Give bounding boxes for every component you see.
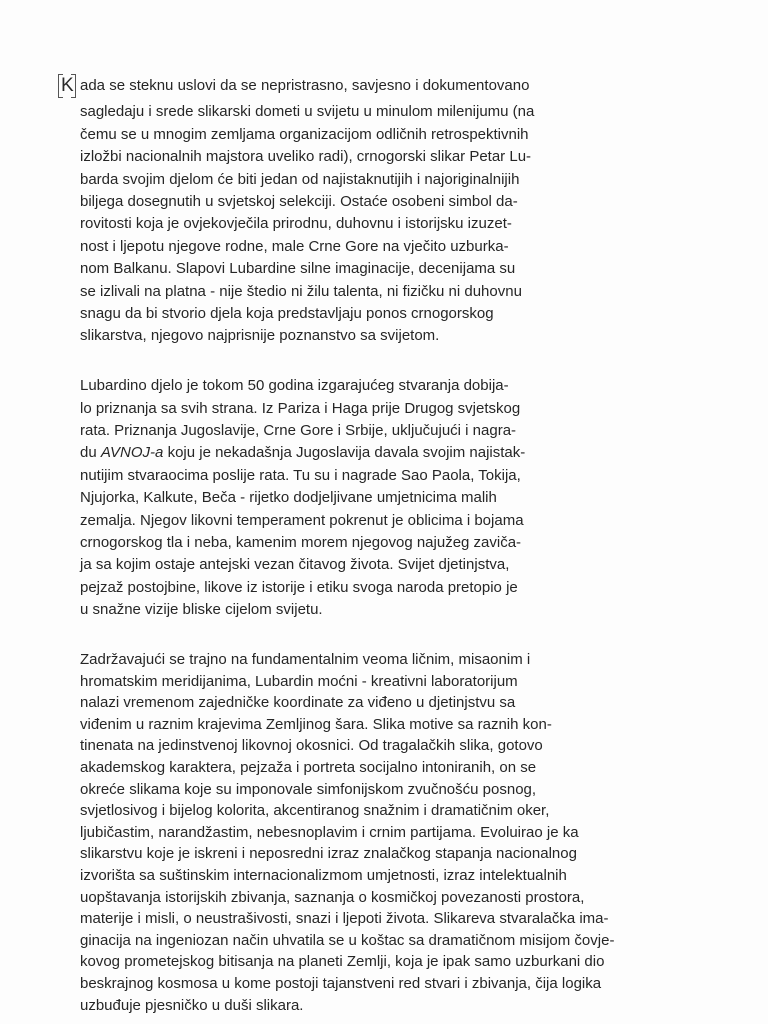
text-line: nost i ljepotu njegove rodne, male Crne Gore na vječito uzburka- <box>80 238 509 255</box>
text-fragment: du <box>80 444 101 461</box>
text-line: okreće slikama koje su imponovale simfonijskom zvučnošću posnog, <box>80 780 537 798</box>
text-line: izvorišta sa suštinskim internacionalizmom umjetnosti, izraz intelektualnih <box>80 867 567 884</box>
text-line-with-italic <box>80 444 525 462</box>
text-line: čemu se u mnogim zemljama organizacijom odličnih retrospektivnih <box>80 126 529 143</box>
text-line: rata. Priznanja Jugoslavije, Crne Gore i Srbije, uključujući i nagra- <box>80 422 517 439</box>
text-line: Njujorka, Kalkute, Beča - rijetko dodjeljivane umjetnicima malih <box>80 489 497 506</box>
text-line: snagu da bi stvorio djela koja predstavljaju ponos crnogorskog <box>80 305 494 322</box>
text-line: akademskog karaktera, pejzaža i portreta socijalno intoniranih, on se <box>80 759 537 776</box>
text-line: ljubičastim, narandžastim, nebesnoplavim i crnim partijama. Evoluirao je ka <box>80 823 579 841</box>
text-line: uopštavanja istorijskih zbivanja, saznanja o kosmičkoj povezanosti prostora, <box>80 888 585 906</box>
text-line: viđenim u raznim krajevima Zemljinog šara. Slika motive sa raznih kon- <box>80 715 552 733</box>
text-line: beskrajnog kosmosa u kome postoji tajanstveni red stvari i zbivanja, čija logika <box>80 975 602 992</box>
text-line: slikarstva, njegovo najprisnije poznanstvo sa svijetom. <box>80 327 440 344</box>
text-line: materije i misli, o neustrašivosti, snazi i ljepoti života. Slikareva stvaralačka ima- <box>80 910 609 928</box>
text-line: slikarstvu koje je iskreni i neposredni izraz znalačkog stapanja nacionalnog <box>80 845 577 863</box>
text-line: nutijim stvaraocima poslije rata. Tu su i nagrade Sao Paola, Tokija, <box>80 467 521 484</box>
drop-cap-letter: K <box>61 75 74 96</box>
text-line: biljega dosegnutih u svjetskoj selekciji. Ostaće osobeni simbol da- <box>80 193 518 210</box>
text-line: barda svojim djelom će biti jedan od najistaknutijih i najoriginalnijih <box>80 171 520 188</box>
text-line: ja sa kojim ostaje antejski vezan čitavog života. Svijet djetinjstva, <box>80 556 510 573</box>
text-line: crnogorskog tla i neba, kamenim morem njegovog najužeg zaviča- <box>80 534 522 551</box>
text-line: ginacija na ingeniozan način uhvatila se u koštac sa dramatičnom misijom čovje- <box>80 931 615 949</box>
text-line: se izlivali na platna - nije štedio ni žilu talenta, ni fizičku ni duhovnu <box>80 283 522 300</box>
text-line: Lubardino djelo je tokom 50 godina izgarajućeg stvaranja dobija- <box>80 377 509 394</box>
text-line: ada se steknu uslovi da se nepristrasno, savjesno i dokumentovano <box>80 77 530 94</box>
text-line: pejzaž postojbine, likove iz istorije i etiku svoga naroda pretopio je <box>80 579 518 596</box>
text-line: zemalja. Njegov likovni temperament pokrenut je oblicima i bojama <box>80 512 524 529</box>
text-line: sagledaju i srede slikarski dometi u svijetu u minulom milenijumu (na <box>80 103 535 120</box>
text-line: svjetlosivog i bijelog kolorita, akcentiranog snažnim i dramatičnim oker, <box>80 802 550 820</box>
text-line: rovitosti koja je ovjekovječila prirodnu, duhovnu i istorijsku izuzet- <box>80 215 512 232</box>
italic-term: AVNOJ-a <box>100 444 164 461</box>
drop-cap <box>58 74 76 98</box>
text-line: nom Balkanu. Slapovi Lubardine silne imaginacije, decenijama su <box>80 260 516 277</box>
text-line: hromatskim meridijanima, Lubardin moćni - kreativni laboratorijum <box>80 672 518 690</box>
text-line: nalazi vremenom zajedničke koordinate za viđeno u djetinjstvu sa <box>80 694 516 712</box>
text-fragment: koju je nekadašnja Jugoslavija davala svojim najistak- <box>167 444 526 461</box>
text-line: kovog prometejskog bitisanja na planeti Zemlji, koja je ipak samo uzburkani dio <box>80 953 605 971</box>
text-line: lo priznanja sa svih strana. Iz Pariza i Haga prije Drugog svjetskog <box>80 400 521 417</box>
text-line: tinenata na jedinstvenoj likovnoj okosnici. Od tragalačkih slika, gotovo <box>80 737 543 755</box>
text-line: u snažne vizije bliske cijelom svijetu. <box>80 601 323 618</box>
text-line: Zadržavajući se trajno na fundamentalnim veoma ličnim, misaonim i <box>80 651 531 668</box>
text-line: uzbuđuje pjesničko u duši slikara. <box>80 996 304 1014</box>
text-line: izložbi nacionalnih majstora uveliko radi), crnogorski slikar Petar Lu- <box>80 148 532 165</box>
